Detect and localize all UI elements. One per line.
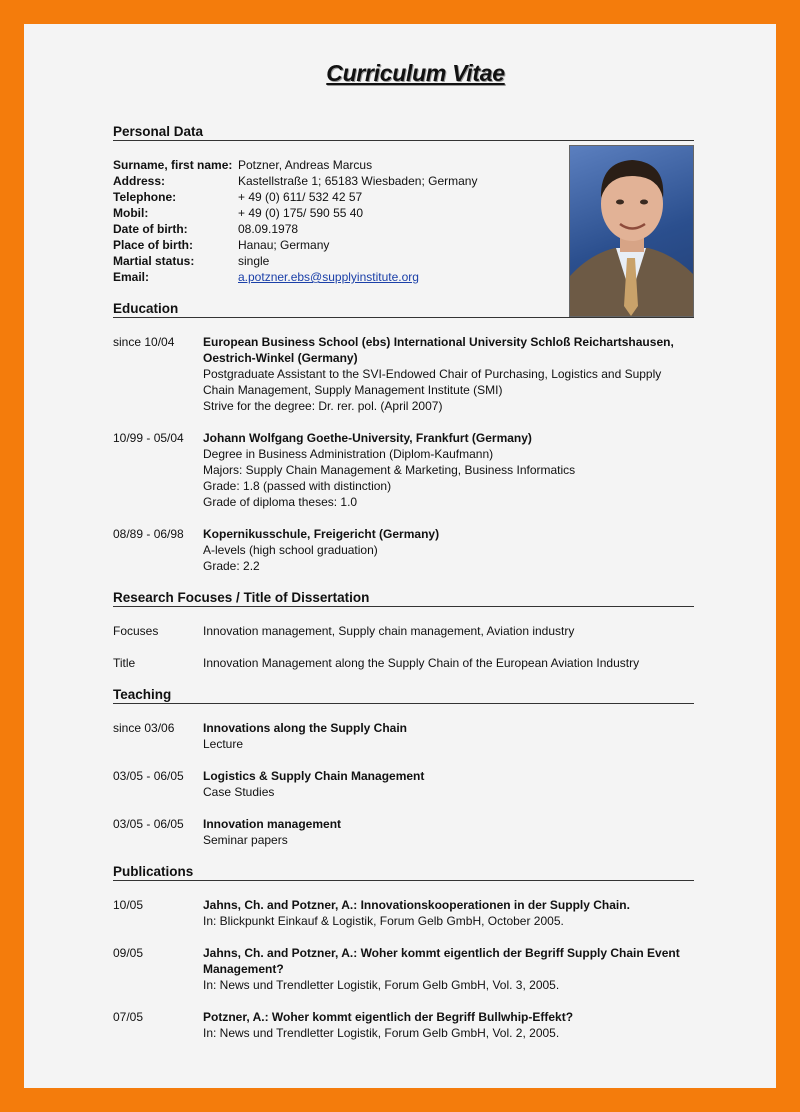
field-value: + 49 (0) 611/ 532 42 57 [238, 190, 363, 204]
entry-title: Jahns, Ch. and Potzner, A.: Woher kommt eigentlich der Begriff Supply Chain Event Management? [203, 946, 680, 976]
field-label: Place of birth: [113, 238, 194, 252]
field-label: Email: [113, 270, 150, 284]
field-label: Mobil: [113, 206, 149, 220]
entry-label: Title [113, 656, 136, 670]
section-heading-education: Education [113, 301, 694, 318]
entry-text: Innovation Management along the Supply Chain of the European Aviation Industry [203, 656, 640, 670]
entry-label: Focuses [113, 624, 159, 638]
profile-photo [569, 145, 694, 317]
entry-line: Majors: Supply Chain Management & Marketing, Business Informatics [203, 463, 576, 477]
field-value: 08.09.1978 [238, 222, 299, 236]
entry-date: 03/05 - 06/05 [113, 769, 184, 783]
field-value: Kastellstraße 1; 65183 Wiesbaden; Germany [238, 174, 478, 188]
entry-text: Innovation management, Supply chain management, Aviation industry [203, 624, 575, 638]
entry-line: Degree in Business Administration (Diplom-Kaufmann) [203, 447, 494, 461]
entry-title: Johann Wolfgang Goethe-University, Frankfurt (Germany) [203, 431, 532, 445]
person-portrait-icon [570, 146, 693, 316]
field-value: Hanau; Germany [238, 238, 330, 252]
entry-title: Logistics & Supply Chain Management [203, 769, 425, 783]
section-heading-teaching: Teaching [113, 687, 694, 704]
entry-line: Postgraduate Assistant to the SVI-Endowed Chair of Purchasing, Logistics and Supply Chain Management, Supply Management Institute (SMI) [203, 367, 662, 397]
cv-page [24, 24, 776, 1088]
entry-title: Potzner, A.: Woher kommt eigentlich der Begriff Bullwhip-Effekt? [203, 1010, 574, 1024]
entry-title: Innovation management [203, 817, 342, 831]
entry-line: Grade: 1.8 (passed with distinction) [203, 479, 392, 493]
section-heading-publications: Publications [113, 864, 694, 881]
entry-line: Grade: 2.2 [203, 559, 260, 573]
section-heading-research: Research Focuses / Title of Dissertation [113, 590, 694, 607]
entry-title: Jahns, Ch. and Potzner, A.: Innovationskooperationen in der Supply Chain. [203, 898, 630, 912]
entry-line: Case Studies [203, 785, 275, 799]
page-title: Curriculum Vitae [326, 60, 505, 86]
entry-title: Innovations along the Supply Chain [203, 721, 408, 735]
entry-line: Lecture [203, 737, 244, 751]
section-heading-personal: Personal Data [113, 124, 694, 141]
entry-line: In: Blickpunkt Einkauf & Logistik, Forum Gelb GmbH, October 2005. [203, 914, 564, 928]
field-value: single [238, 254, 270, 268]
entry-date: 08/89 - 06/98 [113, 527, 184, 541]
entry-line: In: News und Trendletter Logistik, Forum Gelb GmbH, Vol. 3, 2005. [203, 978, 560, 992]
field-label: Address: [113, 174, 166, 188]
entry-date: 10/99 - 05/04 [113, 431, 184, 445]
email-link[interactable]: a.potzner.ebs@supplyinstitute.org [238, 270, 419, 284]
field-label: Telephone: [113, 190, 177, 204]
field-value: Potzner, Andreas Marcus [238, 158, 373, 172]
email-field [238, 269, 558, 285]
field-value: + 49 (0) 175/ 590 55 40 [238, 206, 364, 220]
entry-line: Grade of diploma theses: 1.0 [203, 495, 358, 509]
field-label: Date of birth: [113, 222, 188, 236]
entry-date: 10/05 [113, 898, 144, 912]
entry-date: since 03/06 [113, 721, 175, 735]
entry-line: A-levels (high school graduation) [203, 543, 378, 557]
entry-title: Kopernikusschule, Freigericht (Germany) [203, 527, 440, 541]
entry-date: 07/05 [113, 1010, 144, 1024]
entry-title: European Business School (ebs) International University Schloß Reichartshausen, Oestrich-Winkel (Germany) [203, 335, 674, 365]
entry-line: Seminar papers [203, 833, 288, 847]
field-label: Surname, first name: [113, 158, 233, 172]
field-label: Martial status: [113, 254, 195, 268]
entry-date: 03/05 - 06/05 [113, 817, 184, 831]
entry-date: 09/05 [113, 946, 144, 960]
entry-date: since 10/04 [113, 335, 175, 349]
entry-line: In: News und Trendletter Logistik, Forum Gelb GmbH, Vol. 2, 2005. [203, 1026, 560, 1040]
entry-line: Strive for the degree: Dr. rer. pol. (April 2007) [203, 399, 443, 413]
